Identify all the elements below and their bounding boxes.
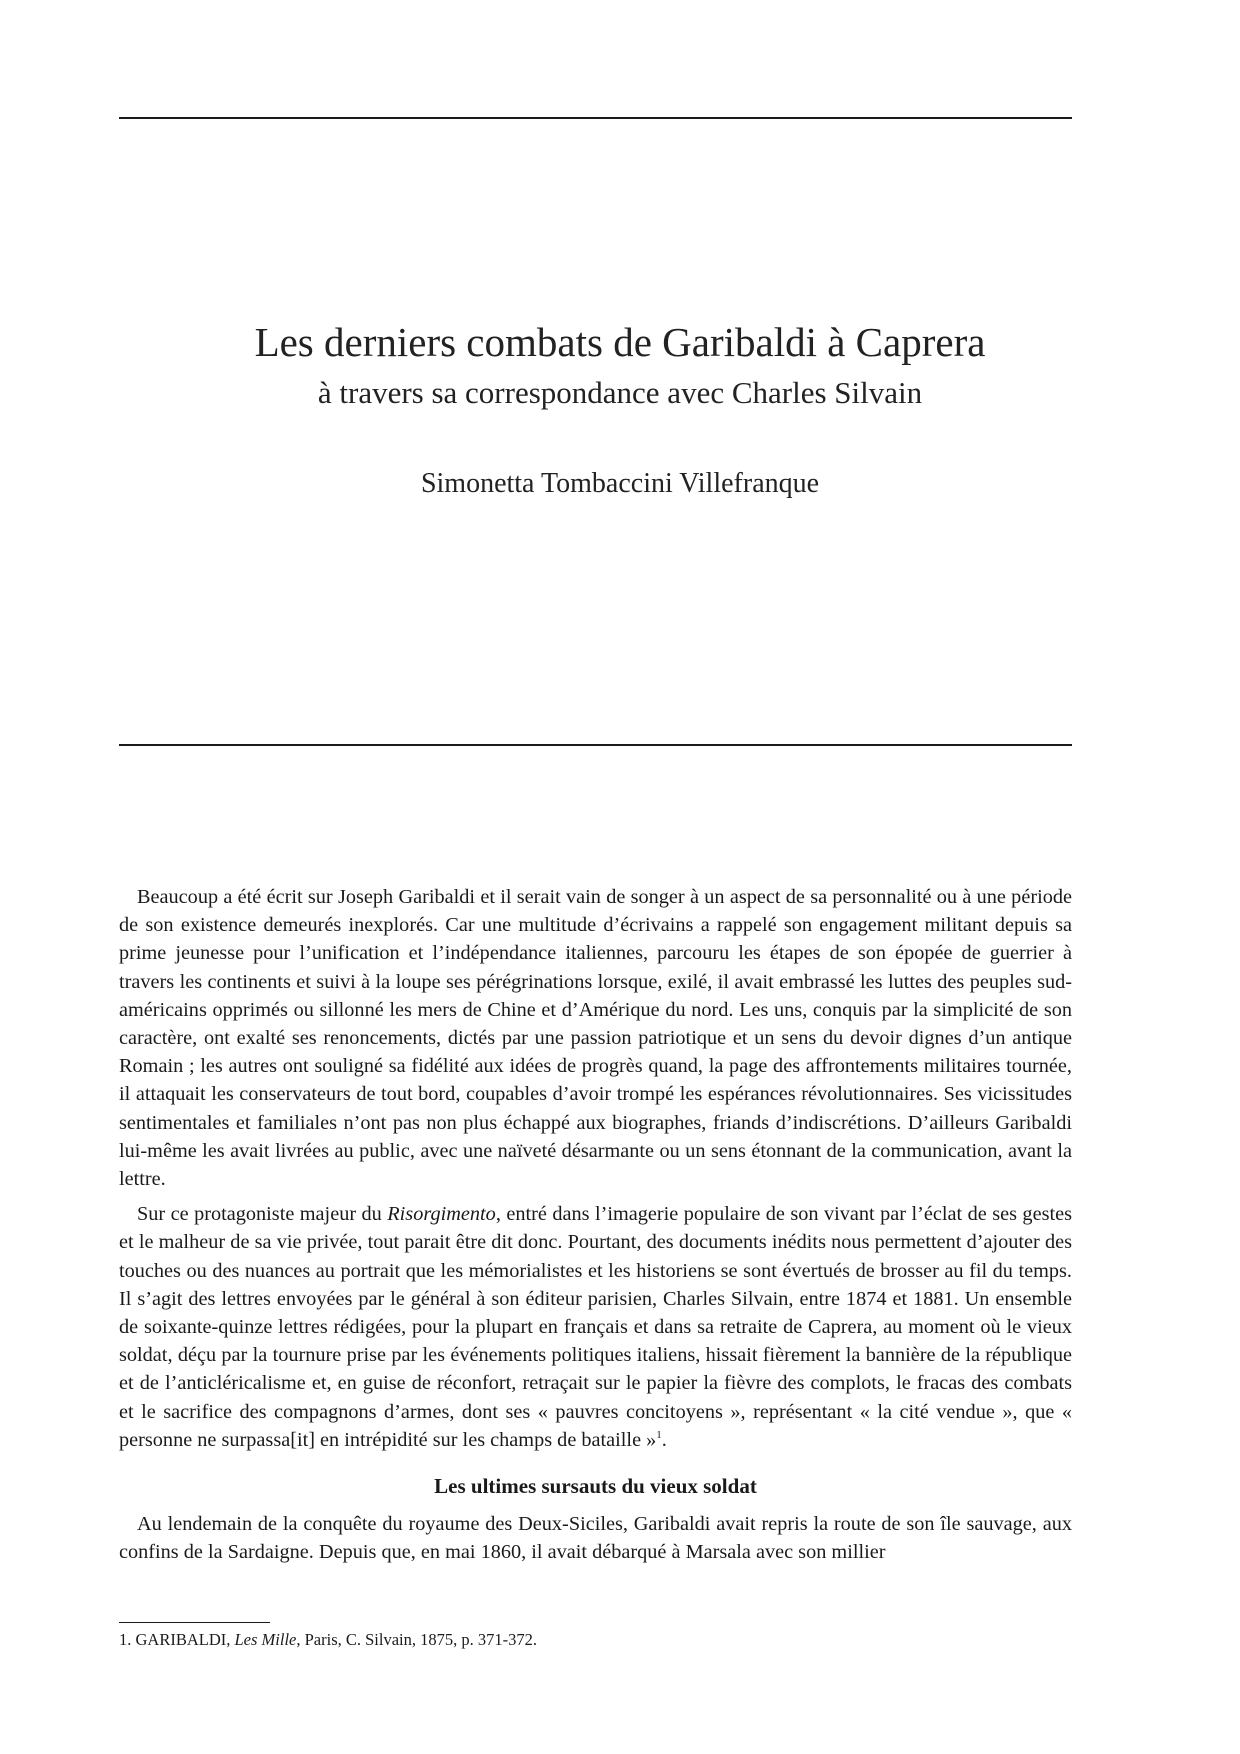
paragraph-3: Au lendemain de la conquête du royaume des Deux-Siciles, Garibaldi avait repris la route de son île sauvage, aux confins de la Sardaigne. Depuis que, en mai 1860, il avait débarqué à Marsala avec son millier <box>119 1513 1072 1564</box>
footnote-work: Les Mille <box>234 1630 297 1649</box>
section-heading: Les ultimes sursauts du vieux soldat <box>434 1474 757 1499</box>
footnote-author: GARIBALDI, <box>135 1630 231 1649</box>
paragraph-2-start: Sur ce protagoniste majeur du <box>137 1203 388 1226</box>
paragraph-2 <box>119 1200 1072 1454</box>
article-body <box>119 883 1072 1574</box>
footnote-1 <box>119 1629 1072 1651</box>
italic-term: Risorgimento <box>387 1203 496 1226</box>
paragraph-2-end: . <box>661 1428 667 1451</box>
article-subtitle: à travers sa correspondance avec Charles Silvain <box>317 375 923 410</box>
footnote-rest: , Paris, C. Silvain, 1875, p. 371-372. <box>296 1630 538 1649</box>
article-author: Simonetta Tombaccini Villefranque <box>420 468 820 499</box>
top-rule <box>119 117 1072 119</box>
bottom-rule <box>119 744 1072 746</box>
footnote-rule <box>119 1622 270 1623</box>
paragraph-2-rest: , entré dans l’imagerie populaire de son vivant par l’éclat de ses gestes et le malheur de sa vie privée, tout parait être dit donc. Pourtant, des documents inédits nous permettent d’ajouter des touches ou des nuances au portrait que les mémorialistes et les historiens se sont évertués de brosser au fil du temps. Il s’agit des lettres envoyées par le général à son éditeur parisien, Charles Silvain, entre 1874 et 1881. Un ensemble de soixante-quinze lettres rédigées, pour la plupart en français et dans sa retraite de Caprera, au moment où le vieux soldat, déçu par la tournure prise par les événements politiques italiens, hissait fièrement la bannière de la république et de l’anticléricalisme et, en guise de réconfort, retraçait sur le papier la fièvre des complots, le fracas des combats et le sacrifice des compagnons d’armes, dont ses « pauvres concitoyens », représentant « la cité vendue », que « personne ne surpassa[it] en intrépidité sur les champs de bataille » <box>119 1203 1072 1451</box>
footnote-number: 1. <box>119 1630 132 1649</box>
paragraph-1: Beaucoup a été écrit sur Joseph Garibaldi et il serait vain de songer à un aspect de sa personnalité ou à une période de son existence demeurés inexplorés. Car une multitude d’écrivains a rappelé son engagement militant depuis sa prime jeunesse pour l’unification et l’indépendance italiennes, parcouru les étapes de son épopée de guerrier à travers les continents et suivi à la loupe ses pérégrinations lorsque, exilé, il avait embrassé les luttes des peuples sud-américains opprimés ou sillonné les mers de Chine et d’Amérique du nord. Les uns, conquis par la simplicité de son caractère, ont exalté ses renoncements, dictés par une passion patriotique et un sens du devoir dignes d’un antique Romain ; les autres ont souligné sa fidélité aux idées de progrès quand, la page des affrontements militaires tournée, il attaquait les conservateurs de tout bord, coupables d’avoir trompé les espérances révolutionnaires. Ses vicissitudes sentimentales et familiales n’ont pas non plus échappé aux biographes, friands d’indiscrétions. D’ailleurs Garibaldi lui-même les avait livrées au public, avec une naïveté désarmante ou un sens étonnant de la communication, avant la lettre. <box>119 886 1072 1191</box>
footnote-ref[interactable]: 1 <box>656 1429 662 1442</box>
article-title: Les derniers combats de Garibaldi à Caprera <box>254 319 986 365</box>
